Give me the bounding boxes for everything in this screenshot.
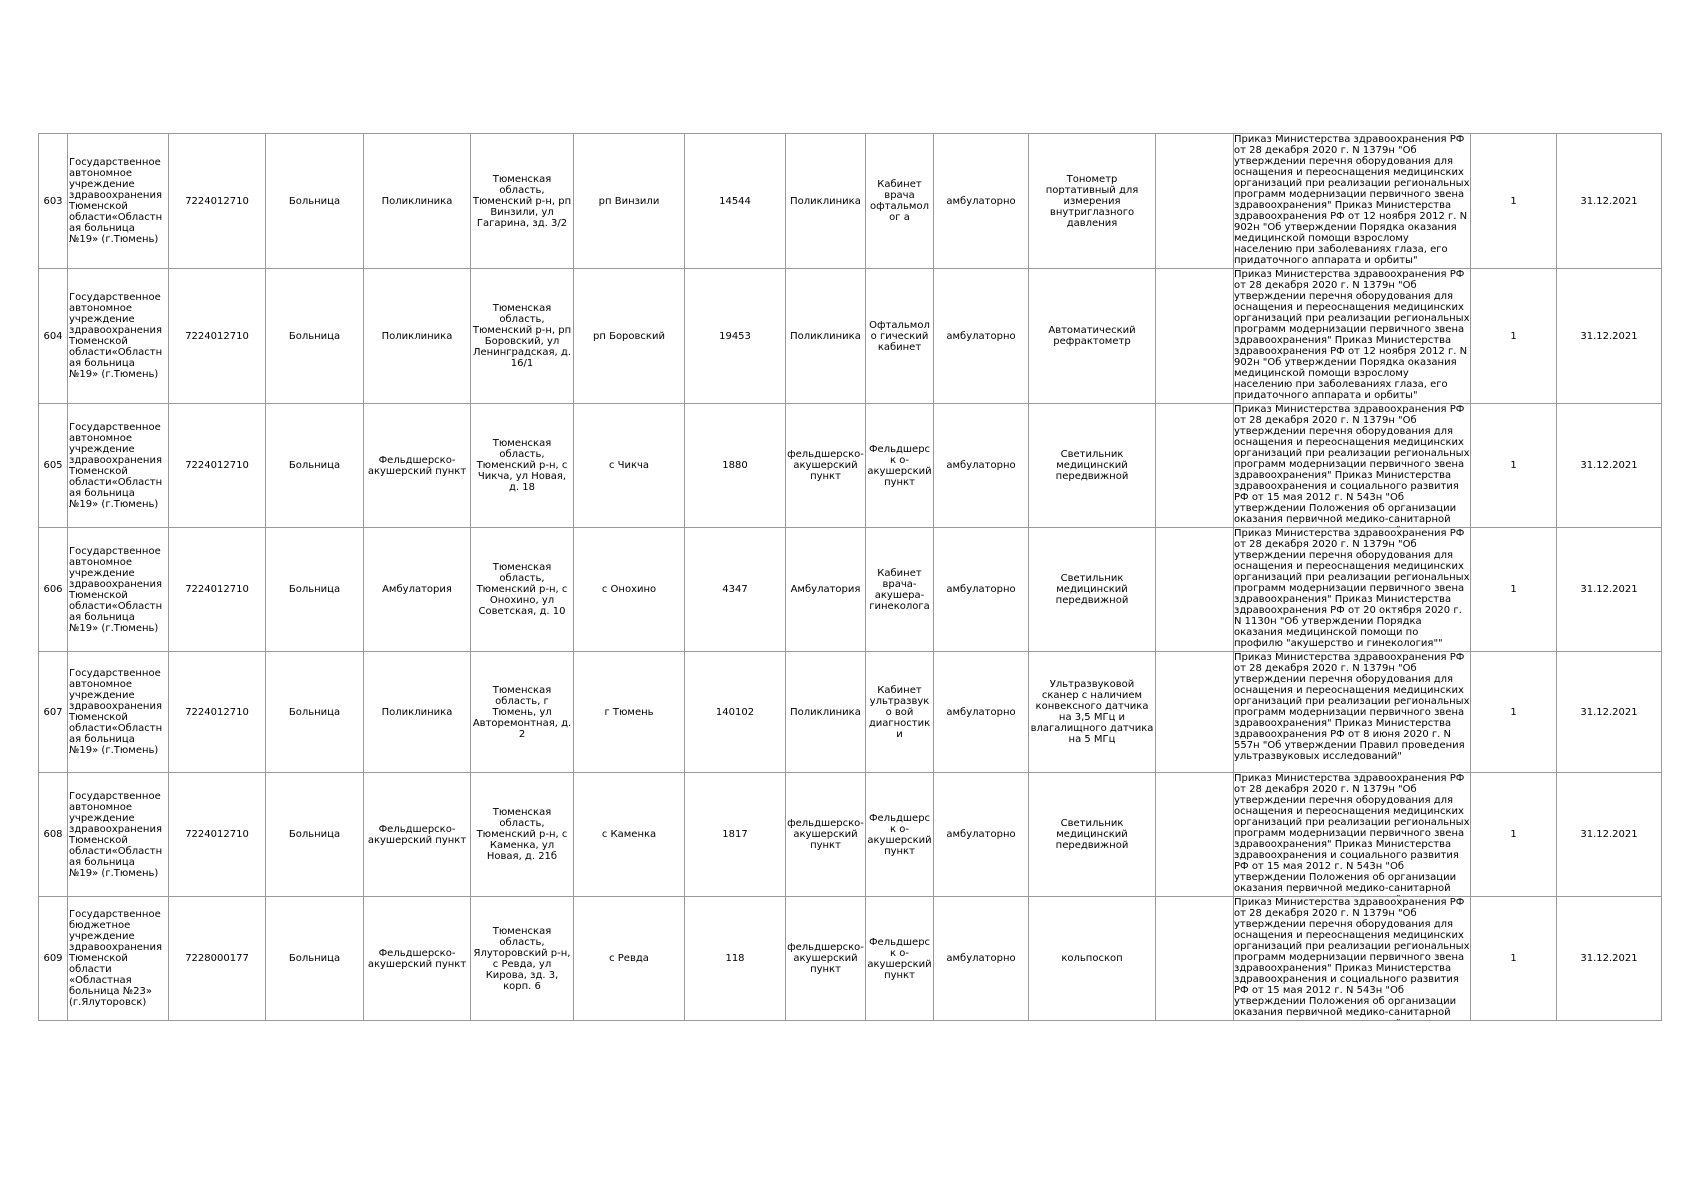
due-date-cell: 31.12.2021 <box>1557 404 1662 528</box>
regulation-order-cell <box>1234 897 1471 1021</box>
room-name-cell: Офтальмоло гический кабинет <box>866 269 934 404</box>
care-form-cell: амбулаторно <box>934 134 1029 269</box>
settlement-cell: г Тюмень <box>574 652 685 773</box>
quantity-cell: 1 <box>1471 404 1557 528</box>
equipment-name-cell: Автоматический рефрактометр <box>1029 269 1156 404</box>
organization-name-cell: Государственное автономное учреждение здравоохранения Тюменской области«Областная больница №19» (г.Тюмень) <box>68 134 169 269</box>
institution-type-cell: Больница <box>266 269 364 404</box>
room-name-cell: Фельдшерск о-акушерский пункт <box>866 773 934 897</box>
regulation-order-text: Приказ Министерства здравоохранения РФ от 28 декабря 2020 г. N 1379н "Об утверждении перечня оборудования для оснащения и переоснащения медицинских организаций при реализации региональных программ модернизации первичного звена здравоохранения" Приказ Министерства здравоохранения РФ от 8 июня 2020 г. N 557н "Об утверждении Правил проведения ультразвуковых исследований" <box>1234 652 1470 762</box>
quantity-cell: 1 <box>1471 897 1557 1021</box>
population-cell: 14544 <box>685 134 786 269</box>
organization-name-cell: Государственное автономное учреждение здравоохранения Тюменской области«Областная больница №19» (г.Тюмень) <box>68 652 169 773</box>
row-number-cell: 603 <box>39 134 68 269</box>
regulation-order-text: Приказ Министерства здравоохранения РФ от 28 декабря 2020 г. N 1379н "Об утверждении перечня оборудования для оснащения и переоснащения медицинских организаций при реализации региональных программ модернизации первичного звена здравоохранения" Приказ Министерства здравоохранения РФ от 12 ноября 2012 г. N 902н "Об утверждении Порядка оказания медицинской помощи взрослому населению при заболеваниях глаза, его придаточного аппарата и орбиты" <box>1234 134 1470 266</box>
due-date-cell: 31.12.2021 <box>1557 773 1662 897</box>
table-row <box>39 404 1662 528</box>
population-cell: 1817 <box>685 773 786 897</box>
address-cell: Тюменская область, Тюменский р-н, с Чикча, ул Новая, д. 18 <box>471 404 574 528</box>
row-number-cell: 607 <box>39 652 68 773</box>
unit-name-cell: фельдшерско-акушерский пункт <box>786 404 866 528</box>
institution-type-cell: Больница <box>266 773 364 897</box>
room-name-cell: Кабинет врача-акушера-гинеколога <box>866 528 934 652</box>
room-name-cell: Кабинет ультразвуко вой диагностики <box>866 652 934 773</box>
equipment-name-cell: Светильник медицинский передвижной <box>1029 528 1156 652</box>
population-cell: 140102 <box>685 652 786 773</box>
subdivision-type-cell: Амбулатория <box>364 528 471 652</box>
inn-code-cell: 7228000177 <box>169 897 266 1021</box>
table-row <box>39 897 1662 1021</box>
population-cell: 118 <box>685 897 786 1021</box>
room-name-cell: Кабинет врача офтальмолог а <box>866 134 934 269</box>
table-row <box>39 269 1662 404</box>
organization-name-cell: Государственное автономное учреждение здравоохранения Тюменской области«Областная больница №19» (г.Тюмень) <box>68 269 169 404</box>
equipment-name-cell: Светильник медицинский передвижной <box>1029 404 1156 528</box>
row-number-cell: 609 <box>39 897 68 1021</box>
note-cell-cell <box>1156 269 1234 404</box>
due-date-cell: 31.12.2021 <box>1557 652 1662 773</box>
quantity-cell: 1 <box>1471 528 1557 652</box>
note-cell-cell <box>1156 897 1234 1021</box>
inn-code-cell: 7224012710 <box>169 404 266 528</box>
care-form-cell: амбулаторно <box>934 404 1029 528</box>
inn-code-cell: 7224012710 <box>169 269 266 404</box>
note-cell-cell <box>1156 528 1234 652</box>
care-form-cell: амбулаторно <box>934 528 1029 652</box>
equipment-name-cell: Ультразвуковой сканер с наличием конвексного датчика на 3,5 МГц и влагалищного датчика на 5 МГц <box>1029 652 1156 773</box>
row-number-cell: 606 <box>39 528 68 652</box>
unit-name-cell: Поликлиника <box>786 269 866 404</box>
row-number-cell: 608 <box>39 773 68 897</box>
equipment-name-cell: Светильник медицинский передвижной <box>1029 773 1156 897</box>
table-row <box>39 652 1662 773</box>
settlement-cell: с Каменка <box>574 773 685 897</box>
unit-name-cell: Амбулатория <box>786 528 866 652</box>
table-row <box>39 528 1662 652</box>
unit-name-cell: Поликлиника <box>786 134 866 269</box>
address-cell: Тюменская область, г Тюмень, ул Авторемонтная, д. 2 <box>471 652 574 773</box>
table-body <box>39 134 1662 1021</box>
organization-name-cell: Государственное бюджетное учреждение здравоохранения Тюменской области «Областная больница №23» (г.Ялуторовск) <box>68 897 169 1021</box>
due-date-cell: 31.12.2021 <box>1557 897 1662 1021</box>
subdivision-type-cell: Поликлиника <box>364 134 471 269</box>
settlement-cell: с Ревда <box>574 897 685 1021</box>
institution-type-cell: Больница <box>266 897 364 1021</box>
quantity-cell: 1 <box>1471 652 1557 773</box>
note-cell-cell <box>1156 652 1234 773</box>
inn-code-cell: 7224012710 <box>169 134 266 269</box>
regulation-order-text: Приказ Министерства здравоохранения РФ от 28 декабря 2020 г. N 1379н "Об утверждении перечня оборудования для оснащения и переоснащения медицинских организаций при реализации региональных программ модернизации первичного звена здравоохранения" Приказ Министерства здравоохранения РФ от 20 октября 2020 г. N 1130н "Об утверждении Порядка оказания медицинской помощи по профилю "акушерство и гинекология"" <box>1234 528 1470 649</box>
table-row <box>39 773 1662 897</box>
unit-name-cell: фельдшерско-акушерский пункт <box>786 897 866 1021</box>
care-form-cell: амбулаторно <box>934 897 1029 1021</box>
settlement-cell: рп Винзили <box>574 134 685 269</box>
organization-name-cell: Государственное автономное учреждение здравоохранения Тюменской области«Областная больница №19» (г.Тюмень) <box>68 528 169 652</box>
row-number-cell: 604 <box>39 269 68 404</box>
care-form-cell: амбулаторно <box>934 773 1029 897</box>
regulation-order-cell <box>1234 528 1471 652</box>
note-cell-cell <box>1156 404 1234 528</box>
regulation-order-cell <box>1234 773 1471 897</box>
row-number-cell: 605 <box>39 404 68 528</box>
settlement-cell: рп Боровский <box>574 269 685 404</box>
regulation-order-cell <box>1234 269 1471 404</box>
subdivision-type-cell: Поликлиника <box>364 652 471 773</box>
regulation-order-text: Приказ Министерства здравоохранения РФ от 28 декабря 2020 г. N 1379н "Об утверждении перечня оборудования для оснащения и переоснащения медицинских организаций при реализации региональных программ модернизации первичного звена здравоохранения" Приказ Министерства здравоохранения и социального развития РФ от 15 мая 2012 г. N 543н "Об утверждении Положения об организации оказания первичной медико-санитарной <box>1234 897 1470 1018</box>
population-cell: 1880 <box>685 404 786 528</box>
regulation-order-text: Приказ Министерства здравоохранения РФ от 28 декабря 2020 г. N 1379н "Об утверждении перечня оборудования для оснащения и переоснащения медицинских организаций при реализации региональных программ модернизации первичного звена здравоохранения" Приказ Министерства здравоохранения РФ от 12 ноября 2012 г. N 902н "Об утверждении Порядка оказания медицинской помощи взрослому населению при заболеваниях глаза, его придаточного аппарата и орбиты" <box>1234 269 1470 401</box>
organization-name-cell: Государственное автономное учреждение здравоохранения Тюменской области«Областная больница №19» (г.Тюмень) <box>68 404 169 528</box>
subdivision-type-cell: Поликлиника <box>364 269 471 404</box>
quantity-cell: 1 <box>1471 773 1557 897</box>
care-form-cell: амбулаторно <box>934 269 1029 404</box>
regulation-order-cell <box>1234 404 1471 528</box>
institution-type-cell: Больница <box>266 134 364 269</box>
address-cell: Тюменская область, Тюменский р-н, рп Боровский, ул Ленинградская, д. 16/1 <box>471 269 574 404</box>
address-cell: Тюменская область, Тюменский р-н, с Онохино, ул Советская, д. 10 <box>471 528 574 652</box>
subdivision-type-cell: Фельдшерско-акушерский пункт <box>364 773 471 897</box>
quantity-cell: 1 <box>1471 134 1557 269</box>
quantity-cell: 1 <box>1471 269 1557 404</box>
table-row <box>39 134 1662 269</box>
inn-code-cell: 7224012710 <box>169 652 266 773</box>
room-name-cell: Фельдшерск о-акушерский пункт <box>866 404 934 528</box>
room-name-cell: Фельдшерск о-акушерский пункт <box>866 897 934 1021</box>
inn-code-cell: 7224012710 <box>169 528 266 652</box>
organization-name-cell: Государственное автономное учреждение здравоохранения Тюменской области«Областная больница №19» (г.Тюмень) <box>68 773 169 897</box>
regulation-order-cell <box>1234 652 1471 773</box>
institution-type-cell: Больница <box>266 652 364 773</box>
equipment-name-cell: Тонометр портативный для измерения внутриглазного давления <box>1029 134 1156 269</box>
due-date-cell: 31.12.2021 <box>1557 528 1662 652</box>
unit-name-cell: фельдшерско-акушерский пункт <box>786 773 866 897</box>
due-date-cell: 31.12.2021 <box>1557 134 1662 269</box>
note-cell-cell <box>1156 134 1234 269</box>
equipment-name-cell: кольпоскоп <box>1029 897 1156 1021</box>
address-cell: Тюменская область, Тюменский р-н, рп Винзили, ул Гагарина, зд. 3/2 <box>471 134 574 269</box>
subdivision-type-cell: Фельдшерско-акушерский пункт <box>364 404 471 528</box>
regulation-order-cell <box>1234 134 1471 269</box>
address-cell: Тюменская область, Тюменский р-н, с Каменка, ул Новая, д. 21б <box>471 773 574 897</box>
subdivision-type-cell: Фельдшерско-акушерский пункт <box>364 897 471 1021</box>
regulation-order-text: Приказ Министерства здравоохранения РФ от 28 декабря 2020 г. N 1379н "Об утверждении перечня оборудования для оснащения и переоснащения медицинских организаций при реализации региональных программ модернизации первичного звена здравоохранения" Приказ Министерства здравоохранения и социального развития РФ от 15 мая 2012 г. N 543н "Об утверждении Положения об организации оказания первичной медико-санитарной <box>1234 404 1470 525</box>
institution-type-cell: Больница <box>266 404 364 528</box>
note-cell-cell <box>1156 773 1234 897</box>
settlement-cell: с Чикча <box>574 404 685 528</box>
unit-name-cell: Поликлиника <box>786 652 866 773</box>
regulation-order-text: Приказ Министерства здравоохранения РФ от 28 декабря 2020 г. N 1379н "Об утверждении перечня оборудования для оснащения и переоснащения медицинских организаций при реализации региональных программ модернизации первичного звена здравоохранения" Приказ Министерства здравоохранения и социального развития РФ от 15 мая 2012 г. N 543н "Об утверждении Положения об организации оказания первичной медико-санитарной <box>1234 773 1470 894</box>
care-form-cell: амбулаторно <box>934 652 1029 773</box>
equipment-table <box>38 133 1662 1021</box>
settlement-cell: с Онохино <box>574 528 685 652</box>
due-date-cell: 31.12.2021 <box>1557 269 1662 404</box>
inn-code-cell: 7224012710 <box>169 773 266 897</box>
population-cell: 4347 <box>685 528 786 652</box>
population-cell: 19453 <box>685 269 786 404</box>
address-cell: Тюменская область, Ялуторовский р-н, с Ревда, ул Кирова, зд. 3, корп. 6 <box>471 897 574 1021</box>
institution-type-cell: Больница <box>266 528 364 652</box>
